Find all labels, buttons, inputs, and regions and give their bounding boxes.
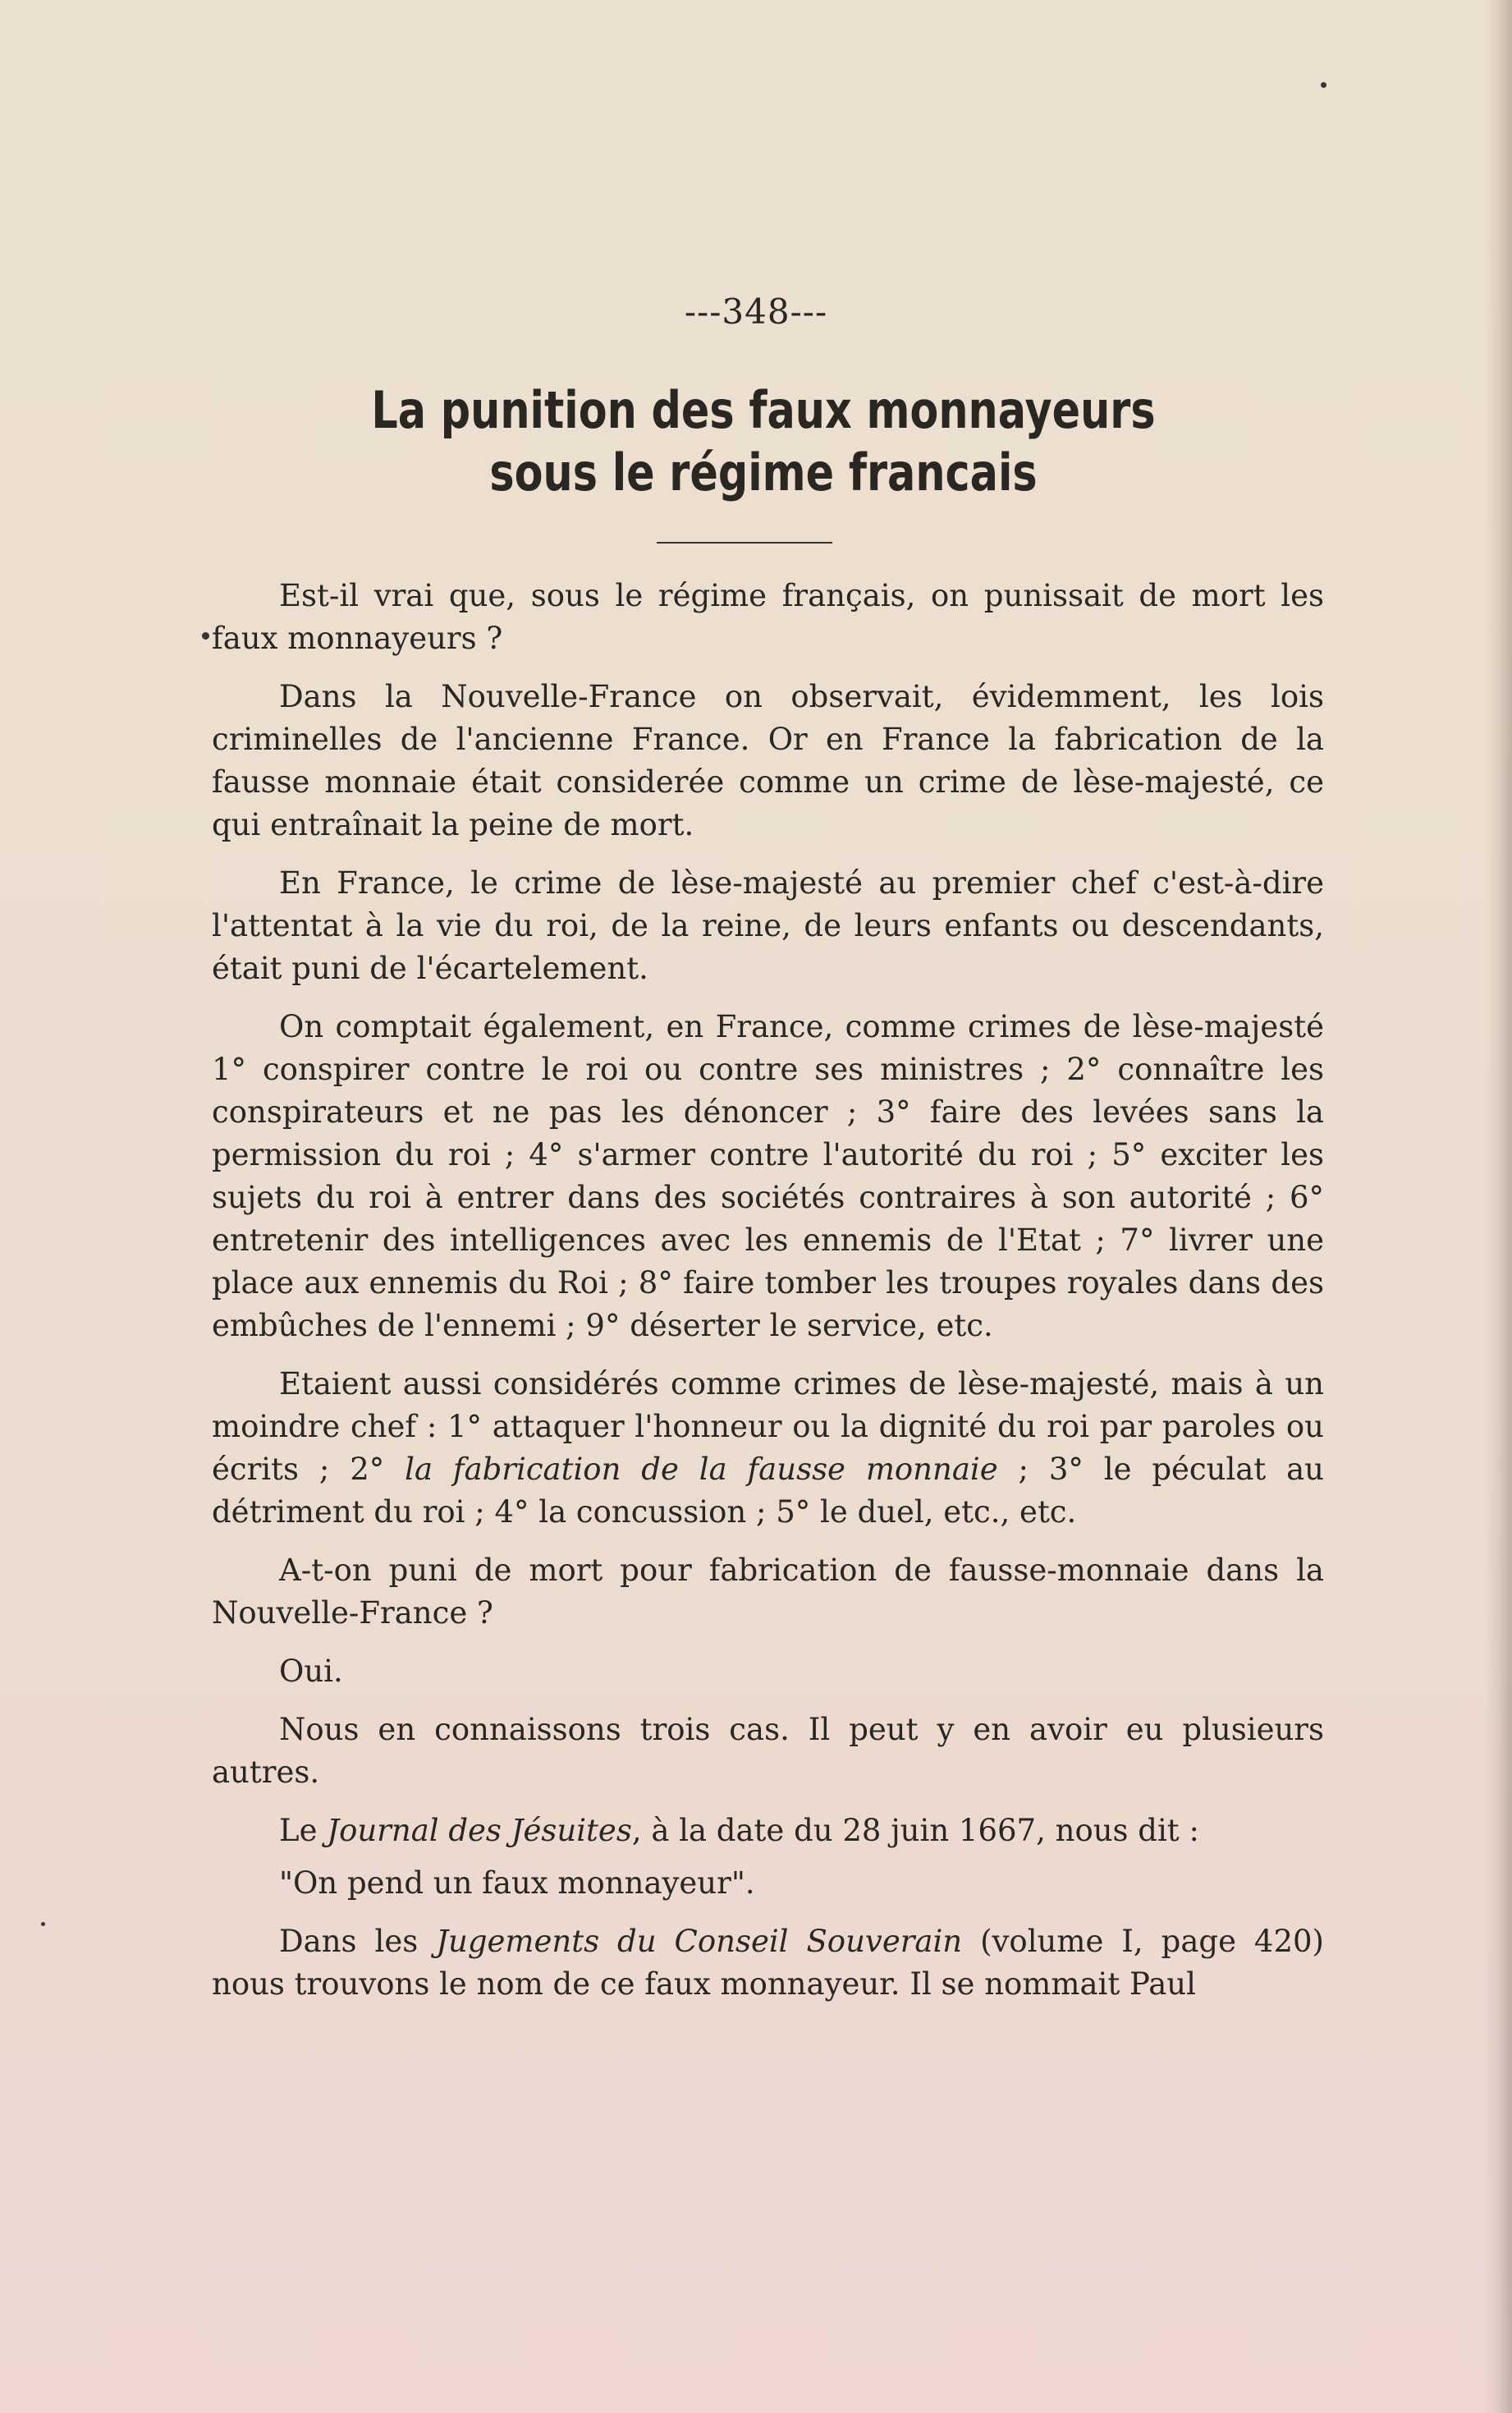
binding-edge-shadow [1484,0,1512,2413]
paragraph-text: Etaient aussi considérés comme crimes de lèse-majesté, mais à un moindre chef : 1° attaquer l'honneur ou la dignité du roi par paroles ou écrits ; 2° [212,1366,1324,1487]
body-paragraph [212,1006,1324,1347]
italic-title-text: Jugements du Conseil Souverain [436,1924,963,1959]
page-number: ---348--- [684,291,828,332]
body-paragraph [212,1810,1324,1852]
paragraph-text: , à la date du 28 juin 1667, nous dit : [631,1813,1199,1848]
paragraph-text: Dans la Nouvelle-France on observait, évidemment, les lois criminelles de l'ancienne France. Or en France la fabrication de la fausse monnaie était considerée comme un crime de lèse-majesté, ce qui entraînait la peine de mort. [212,679,1324,842]
body-paragraph [212,676,1324,846]
paragraph-text: ; 3° le péculat au détriment du roi ; 4° la concussion ; 5° le duel, etc., etc. [212,1452,1324,1530]
paragraph-text: Nous en connaissons trois cas. Il peut y en avoir eu plusieurs autres. [212,1712,1324,1790]
italic-title-text: la fabrication de la fausse monnaie [405,1452,998,1487]
title-rule [657,542,832,544]
body-paragraph [212,1862,1324,1905]
body-paragraph [212,1363,1324,1534]
paragraph-text: Oui. [279,1654,343,1689]
paragraph-text: "On pend un faux monnayeur". [279,1865,755,1901]
paragraph-text: En France, le crime de lèse-majesté au premier chef c'est-à-dire l'attentat à la vie du roi, de la reine, de leurs enfants ou descendants, était puni de l'écartelement. [212,865,1324,986]
article-body [212,575,1324,2021]
paper-speck [1321,82,1326,88]
body-paragraph [212,1650,1324,1693]
body-paragraph [212,862,1324,990]
paragraph-text: Est-il vrai que, sous le régime français, on punissait de mort les faux monnayeurs ? [212,578,1324,656]
paragraph-text: A-t-on puni de mort pour fabrication de fausse-monnaie dans la Nouvelle-France ? [212,1553,1324,1631]
paragraph-text: Dans les [279,1924,437,1959]
italic-title-text: Journal des Jésuites [327,1813,632,1848]
body-paragraph [212,1709,1324,1794]
paper-speck [202,632,209,640]
body-paragraph [212,1920,1324,2006]
paper-speck [41,1922,45,1926]
paragraph-text: On comptait également, en France, comme crimes de lèse-majesté 1° conspirer contre le roi ou contre ses ministres ; 2° connaître les conspirateurs et ne pas les dénoncer ; 3° faire des levées sans la permission du roi ; 4° s'armer contre l'autorité du roi ; 5° exciter les sujets du roi à entrer dans des sociétés contraires à son autorité ; 6° entretenir des intelligences avec les ennemis de l'Etat ; 7° livrer une place aux ennemis du Roi ; 8° faire tomber les troupes royales dans des embûches de l'ennemi ; 9° déserter le service, etc. [212,1009,1324,1343]
body-paragraph [212,1549,1324,1635]
paragraph-text: Le [279,1813,328,1848]
paragraph-text: (volume I, page 420) nous trouvons le nom de ce faux monnayeur. Il se nommait Paul [212,1924,1324,2002]
article-title: La punition des faux monnayeurs sous le régime francais [371,380,1156,502]
body-paragraph [212,575,1324,660]
